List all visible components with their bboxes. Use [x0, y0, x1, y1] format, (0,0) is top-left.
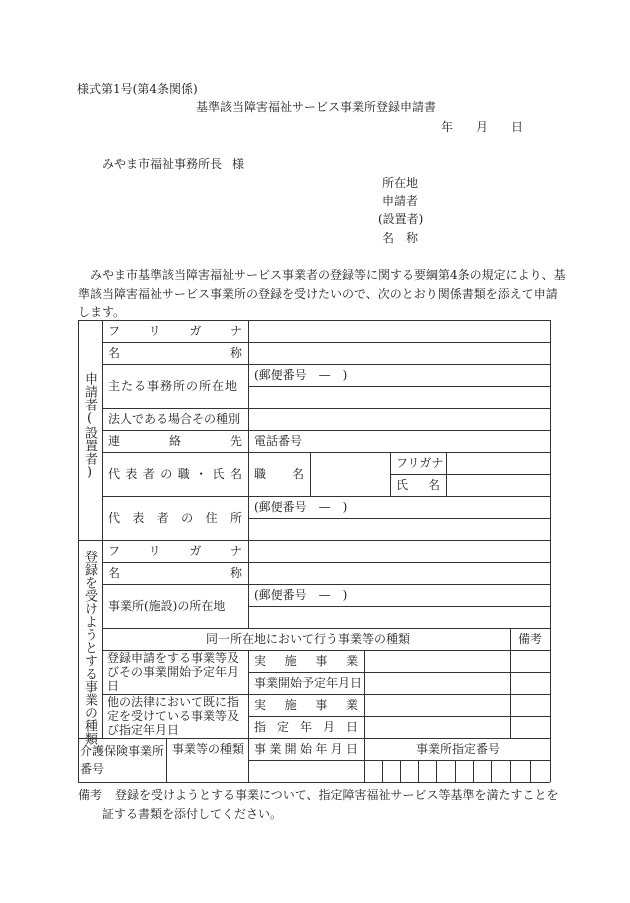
contact-label: 連 絡 先	[108, 434, 242, 448]
other-law-label: 他の法律において既に指定を受けている事業等及び指定年月日	[107, 695, 240, 737]
footnote-label: 備考	[78, 788, 103, 802]
corporation-type-label: 法人である場合その種別	[108, 412, 241, 426]
footnote-line-2: 証する書類を添付してください。	[102, 807, 283, 821]
rep-title-label: 職 名	[254, 467, 304, 481]
applicant-name-field-label: 名 称	[108, 346, 242, 360]
addressee: みやま市福祉事務所長	[102, 157, 223, 171]
intro-line-2: 準該当障害福祉サービス事業所の登録を受けたいので、次のとおり関係書類を添えて申請	[78, 287, 558, 301]
phone-label: 電話番号	[254, 434, 303, 448]
remarks-header: 備考	[518, 632, 543, 646]
date-day-label: 日	[511, 120, 524, 134]
date-month-label: 月	[476, 120, 489, 134]
implementing-business-label: 実 施 事 業	[254, 654, 358, 668]
facility-furigana-label: フ リ ガ ナ	[108, 544, 242, 558]
date-year-label: 年	[441, 120, 454, 134]
applying-business-label: 登録申請をする事業等及びその事業開始予定年月日	[107, 651, 240, 693]
applicant-furigana-label: フ リ ガ ナ	[108, 324, 242, 338]
facility-postal-label: (郵便番号 — )	[254, 588, 348, 602]
implementing-business-label-2: 実 施 事 業	[254, 698, 358, 712]
facility-side-label: 登録を受けようとする事業の種類	[82, 550, 97, 745]
facility-address-label: 事業所(施設)の所在地	[108, 599, 226, 613]
form-number: 様式第1号(第4条関係)	[77, 82, 198, 96]
business-type-label: 事業等の種類	[172, 742, 245, 756]
start-date-planned-label: 事業開始予定年月日	[254, 676, 363, 690]
applicant-postal-label: (郵便番号 — )	[254, 368, 348, 382]
facility-name-label: 名 称	[108, 566, 242, 580]
installer-label: (設置者)	[378, 212, 424, 226]
applicant-location-label: 所在地	[382, 176, 419, 190]
rep-title-name-label: 代 表 者 の 職 ・ 氏 名	[108, 467, 242, 481]
intro-line-3: します。	[78, 305, 126, 319]
insurance-number-label: 介護保険事業所番号	[80, 744, 165, 776]
footnote-line-1: 登録を受けようとする事業について、指定障害福祉サービス等基準を満たすことを	[115, 788, 559, 802]
addressee-honorific: 様	[232, 157, 245, 171]
rep-address-label: 代 表 者 の 住 所	[108, 511, 242, 525]
designation-number-label: 事業所指定番号	[416, 742, 501, 756]
designation-date-label: 指 定 年 月 日	[254, 720, 358, 734]
rep-name-label: 氏 名	[396, 478, 440, 492]
applicant-side-label: 申請者(設置者)	[82, 372, 97, 480]
intro-line-1: みやま市基準該当障害福祉サービス事業者の登録等に関する要綱第4条の規定により、基	[90, 268, 566, 282]
rep-furigana-label: フリガナ	[396, 456, 444, 470]
applicant-label: 申請者	[382, 194, 419, 208]
start-date-label: 事 業 開 始 年 月 日	[254, 742, 358, 756]
same-location-header: 同一所在地において行う事業等の種類	[206, 632, 411, 646]
rep-postal-label: (郵便番号 — )	[254, 500, 348, 514]
applicant-name-label: 名 称	[382, 231, 418, 245]
office-address-label: 主たる事務所の所在地	[108, 379, 239, 393]
form-title: 基準該当障害福祉サービス事業所登録申請書	[196, 100, 437, 114]
